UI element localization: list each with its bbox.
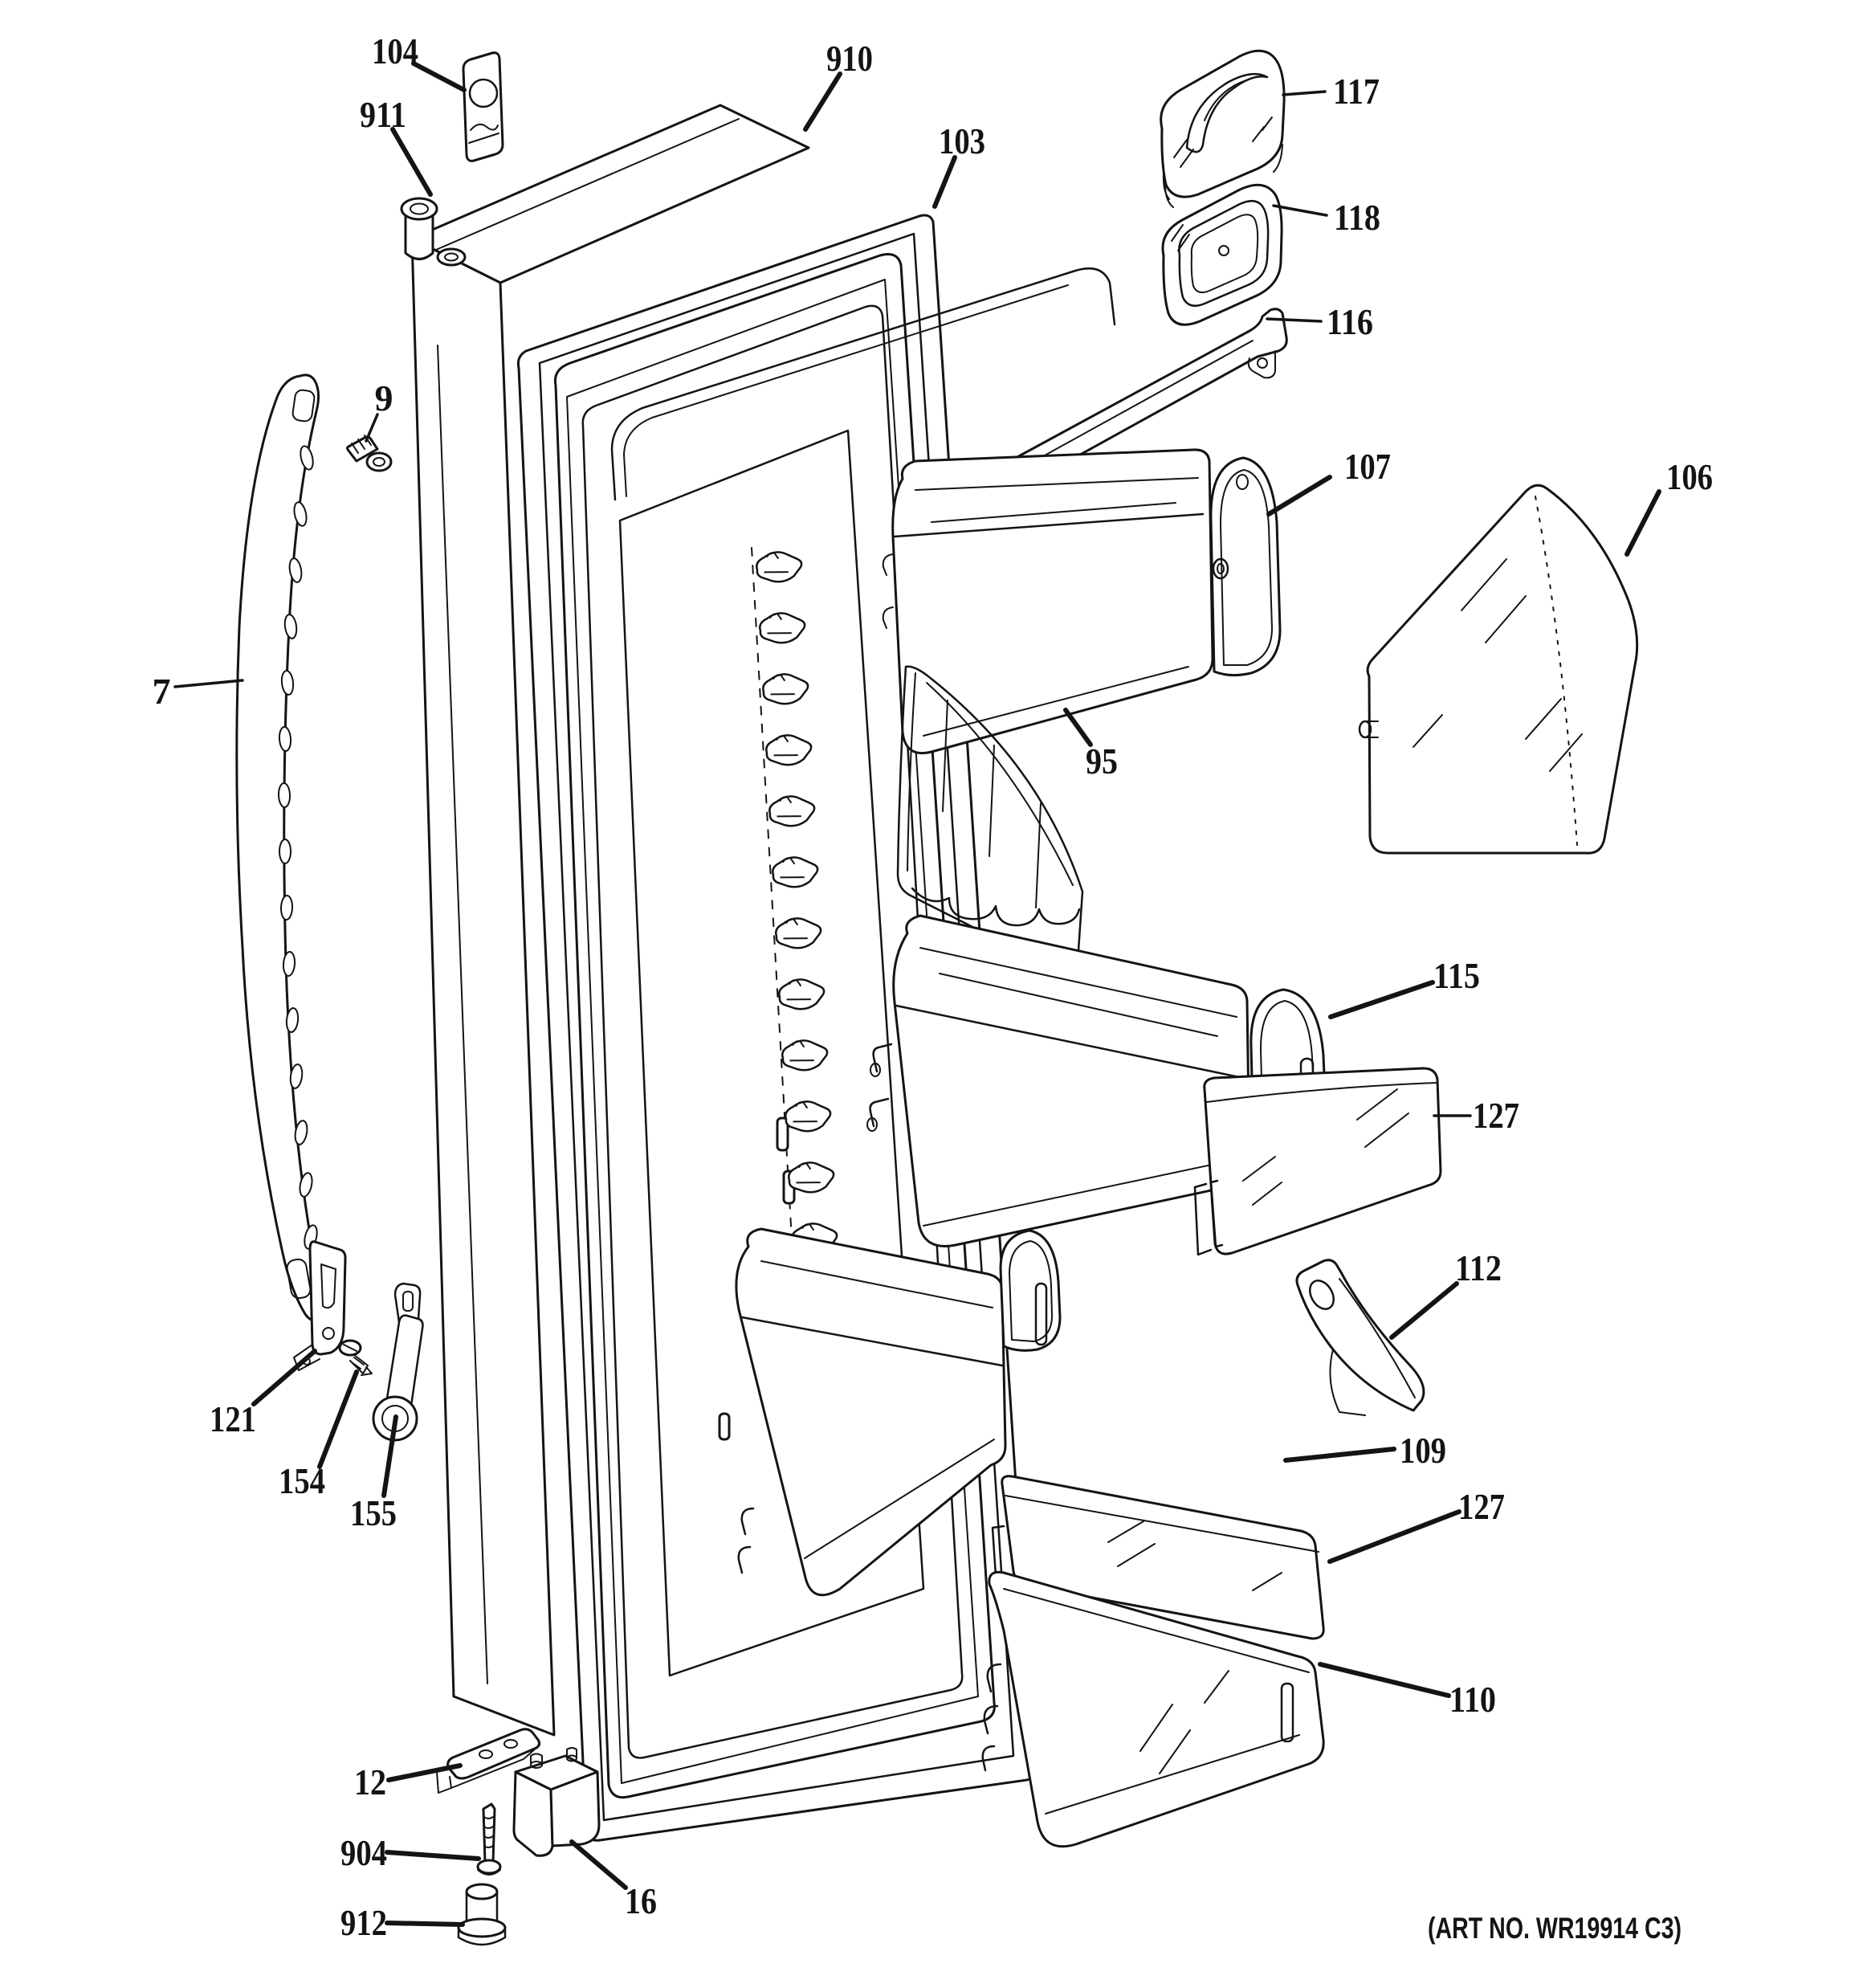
leader-910: [805, 74, 840, 129]
leader-117: [1283, 92, 1325, 95]
door-handle-7: [237, 375, 323, 1321]
art-number: (ART NO. WR19914 C3): [1428, 1912, 1682, 1945]
leader-127b: [1330, 1512, 1459, 1561]
callout-16: 16: [625, 1880, 657, 1921]
shelf-cap-117: [1161, 51, 1284, 207]
callout-112: 112: [1455, 1247, 1502, 1288]
callout-910: 910: [826, 38, 873, 79]
leader-106: [1627, 492, 1659, 554]
leader-912: [387, 1923, 463, 1925]
callout-127b: 127: [1458, 1486, 1505, 1527]
leader-904: [387, 1852, 479, 1859]
leader-154: [320, 1372, 357, 1467]
bin-cover-106: [1360, 485, 1637, 853]
callout-95: 95: [1086, 741, 1118, 782]
leader-95: [1066, 710, 1090, 745]
callout-103: 103: [939, 120, 985, 161]
callout-911: 911: [360, 94, 406, 135]
leader-110: [1320, 1664, 1449, 1696]
callout-127a: 127: [1473, 1095, 1519, 1136]
callout-107: 107: [1344, 446, 1391, 487]
plug-912: [459, 1884, 505, 1945]
leader-911: [393, 129, 430, 194]
callout-12: 12: [354, 1761, 386, 1802]
leader-104: [414, 63, 464, 90]
bin-front-127-upper: [1195, 1068, 1441, 1255]
callout-116: 116: [1327, 301, 1373, 342]
callout-155: 155: [350, 1492, 397, 1533]
liner-slot: [720, 1414, 729, 1439]
callout-104: 104: [372, 31, 418, 71]
leader-115: [1331, 982, 1433, 1017]
door-bin-107: [883, 450, 1280, 753]
door-badge-104: [463, 53, 503, 161]
door-grommet-hole: [438, 249, 465, 265]
callout-7: 7: [152, 671, 171, 712]
grommet-911: [402, 198, 437, 259]
leader-103: [935, 157, 955, 206]
handle-rib: [279, 839, 291, 863]
leader-112: [1392, 1284, 1457, 1337]
leader-109: [1286, 1449, 1394, 1460]
callout-9: 9: [374, 378, 393, 418]
leader-7: [175, 680, 243, 687]
leader-107: [1269, 477, 1330, 514]
callout-121: 121: [210, 1398, 256, 1439]
callout-912: 912: [340, 1902, 387, 1943]
callout-115: 115: [1433, 955, 1480, 996]
bracket-112: [1297, 1260, 1424, 1415]
callout-904: 904: [340, 1832, 387, 1873]
callout-110: 110: [1449, 1679, 1496, 1720]
callout-118: 118: [1334, 197, 1380, 238]
callout-154: 154: [279, 1460, 325, 1501]
callout-109: 109: [1400, 1430, 1446, 1471]
screw-9: [348, 435, 392, 471]
shelf-tray-118: [1163, 185, 1282, 325]
leader-16: [572, 1842, 626, 1888]
callout-106: 106: [1666, 456, 1713, 497]
handle-rib: [280, 896, 292, 920]
callout-117: 117: [1333, 71, 1380, 112]
handle-rib: [278, 783, 290, 807]
screw-904: [478, 1804, 500, 1875]
leader-121: [254, 1351, 315, 1404]
